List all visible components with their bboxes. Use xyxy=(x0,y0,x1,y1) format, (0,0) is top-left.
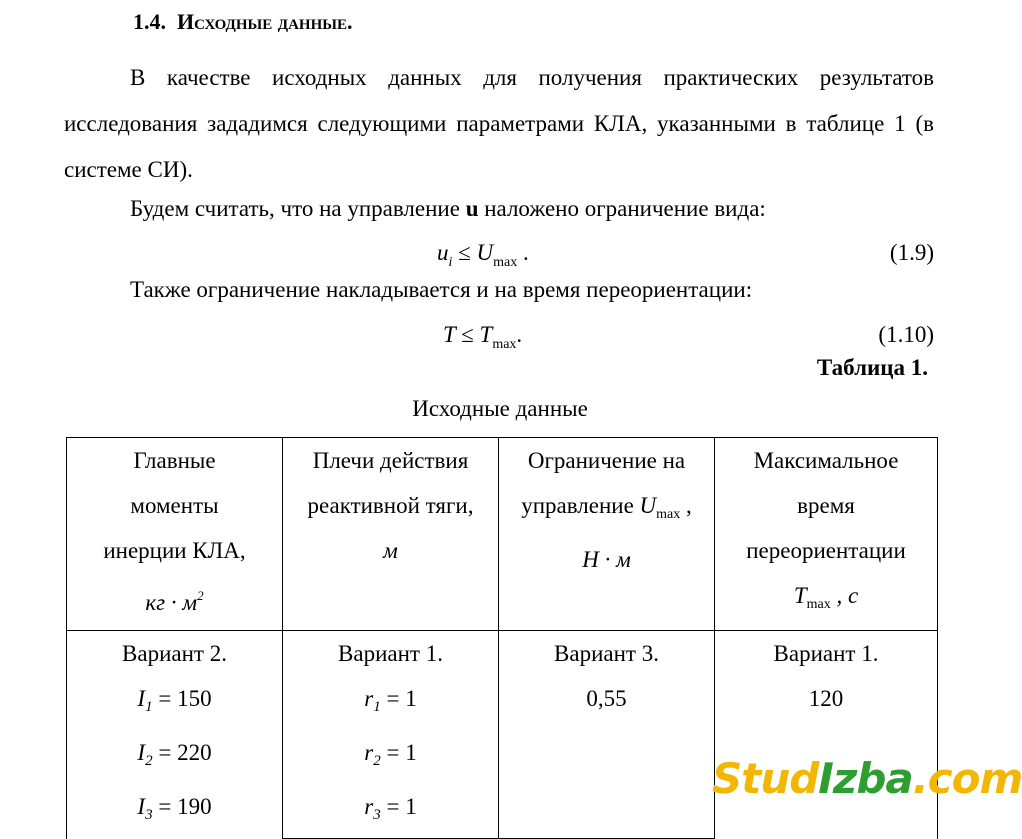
header-inertia-moments: Главные моменты инерции КЛА, кг · $м^2$ xyxy=(67,438,283,631)
equation-1-10: $T \le T_{max}$. xyxy=(443,322,523,352)
section-number: 1.4. xyxy=(133,9,166,34)
equation-number-1-9: (1.9) xyxy=(889,240,934,265)
cell-arm-values: Вариант 1. $r_1 = 1$ $r_2 = 1$ $r_3 = 1$ xyxy=(283,631,499,839)
equation-number-1-10: (1.10) xyxy=(878,322,934,347)
header-thrust-arms: Плечи действия реактивной тяги, м xyxy=(283,438,499,631)
control-paragraph: Будем считать, что на управление u наложено ограничение вида: xyxy=(130,196,766,221)
header-control-limit: Ограничение на управление $U_{max}$ , Н · м xyxy=(499,438,715,631)
header-max-time: Максимальное время переориентации $T_{max}$ , с xyxy=(715,438,938,631)
section-heading xyxy=(133,9,353,35)
cell-inertia-values: Вариант 2. $I_1 = 150$ $I_2 = 220$ $I_3 = 190$ xyxy=(67,631,283,839)
table-header-row xyxy=(67,438,938,631)
intro-paragraph: В качестве исходных данных для получения практических результатов исследования зададимся следующими параметрами КЛА, указанными в таблице 1 (в системе СИ). xyxy=(64,65,934,182)
cell-control-value: Вариант 3. 0,55 xyxy=(499,631,715,839)
section-title: Исходные данные. xyxy=(177,9,353,34)
watermark-logo: StudIzba.com xyxy=(712,754,1022,803)
control-variable: u xyxy=(465,196,479,221)
table-row xyxy=(67,631,938,839)
time-paragraph: Также ограничение накладывается и на время переориентации: xyxy=(130,277,753,302)
table-caption: Таблица 1. xyxy=(816,355,928,380)
table-title: Исходные данные xyxy=(412,396,588,421)
cell-time-value: Вариант 1. 120 xyxy=(715,631,938,839)
equation-1-9: $u_i \le U_{max}$ . xyxy=(437,240,529,270)
